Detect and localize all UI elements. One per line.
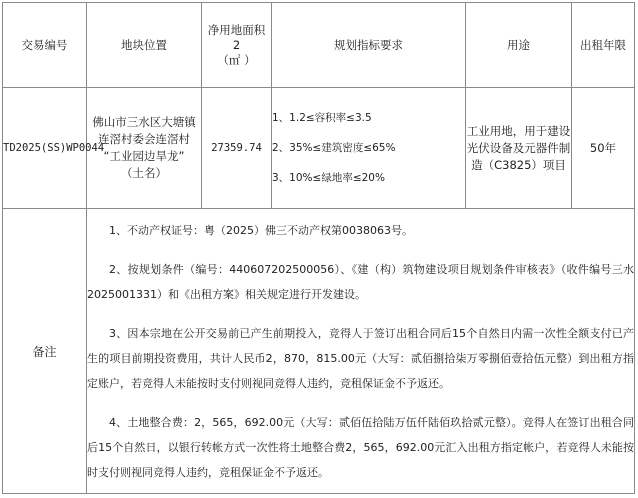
cell-net-area: 27359.74 xyxy=(202,88,272,209)
cell-deal-no: TD2025(SS)WP0044 xyxy=(3,88,87,209)
header-planning: 规划指标要求 xyxy=(272,3,466,88)
location-line: “工业园边旱龙” xyxy=(103,149,185,163)
header-use: 用途 xyxy=(466,3,572,88)
use-line: 造（C3825）项目 xyxy=(471,157,566,172)
remarks-content xyxy=(87,209,635,494)
header-net-area-line2: 2 xyxy=(232,38,241,52)
cell-location xyxy=(87,88,202,209)
header-net-area-line1: 净用地面积 xyxy=(207,23,266,37)
header-location: 地块位置 xyxy=(87,3,202,88)
planning-item-green-ratio: 3、10%≤绿地率≤20% xyxy=(272,172,385,184)
remark-item: 4、土地整合费：2，565，692.00元（大写：贰佰伍拾陆万伍仟陆佰玖拾贰元整）。竞得人在签订出租合同后15个自然日，以银行转帐方式一次性将土地整合费2，565，692.00元汇入出租方指定帐户，若竞得人未能按时支付则视同竞得人违约，竞租保证金不予返还。 xyxy=(87,415,634,479)
location-line: （土名） xyxy=(121,166,167,180)
remark-item: 2、按规划条件（编号：440607202500056）、《建（构）筑物建设项目规划条件审核表》（收件编号三水2025001331）和《出租方案》相关规定进行开发建设。 xyxy=(87,262,634,301)
cell-use xyxy=(466,88,572,209)
table-row xyxy=(3,88,635,209)
cell-term: 50年 xyxy=(572,88,635,209)
use-line: 工业用地，用于建设 xyxy=(466,123,571,138)
header-net-area xyxy=(202,3,272,88)
header-net-area-line3: （㎡ ） xyxy=(217,53,256,67)
header-row xyxy=(3,3,635,88)
location-line: 佛山市三水区大塘镇 xyxy=(92,115,196,129)
planning-item-building-density: 2、35%≤建筑密度≤65% xyxy=(272,142,396,154)
remark-item: 1、不动产权证号：粤（2025）佛三不动产权第0038063号。 xyxy=(109,223,413,237)
cell-planning xyxy=(272,88,466,209)
remarks-row xyxy=(3,209,635,494)
location-line: 连滘村委会连滘村 xyxy=(98,132,190,146)
remarks-label: 备注 xyxy=(3,209,87,494)
planning-item-plot-ratio: 1、1.2≤容积率≤3.5 xyxy=(272,112,372,124)
remark-item: 3、因本宗地在公开交易前已产生前期投入，竞得人于签订出租合同后15个自然日内需一次性全额支付已产生的项目前期投资费用，共计人民币2，870，815.00元（大写：贰佰捌拾柒万零捌佰壹拾伍元整）到出租方指定账户，若竞得人未能按时支付则视同竞得人违约，竞租保证金不予返还。 xyxy=(87,326,634,390)
header-term: 出租年限 xyxy=(572,3,635,88)
use-line: 光伏设备及元器件制 xyxy=(466,140,571,155)
header-deal-no: 交易编号 xyxy=(3,3,87,88)
land-lease-table xyxy=(2,2,635,494)
